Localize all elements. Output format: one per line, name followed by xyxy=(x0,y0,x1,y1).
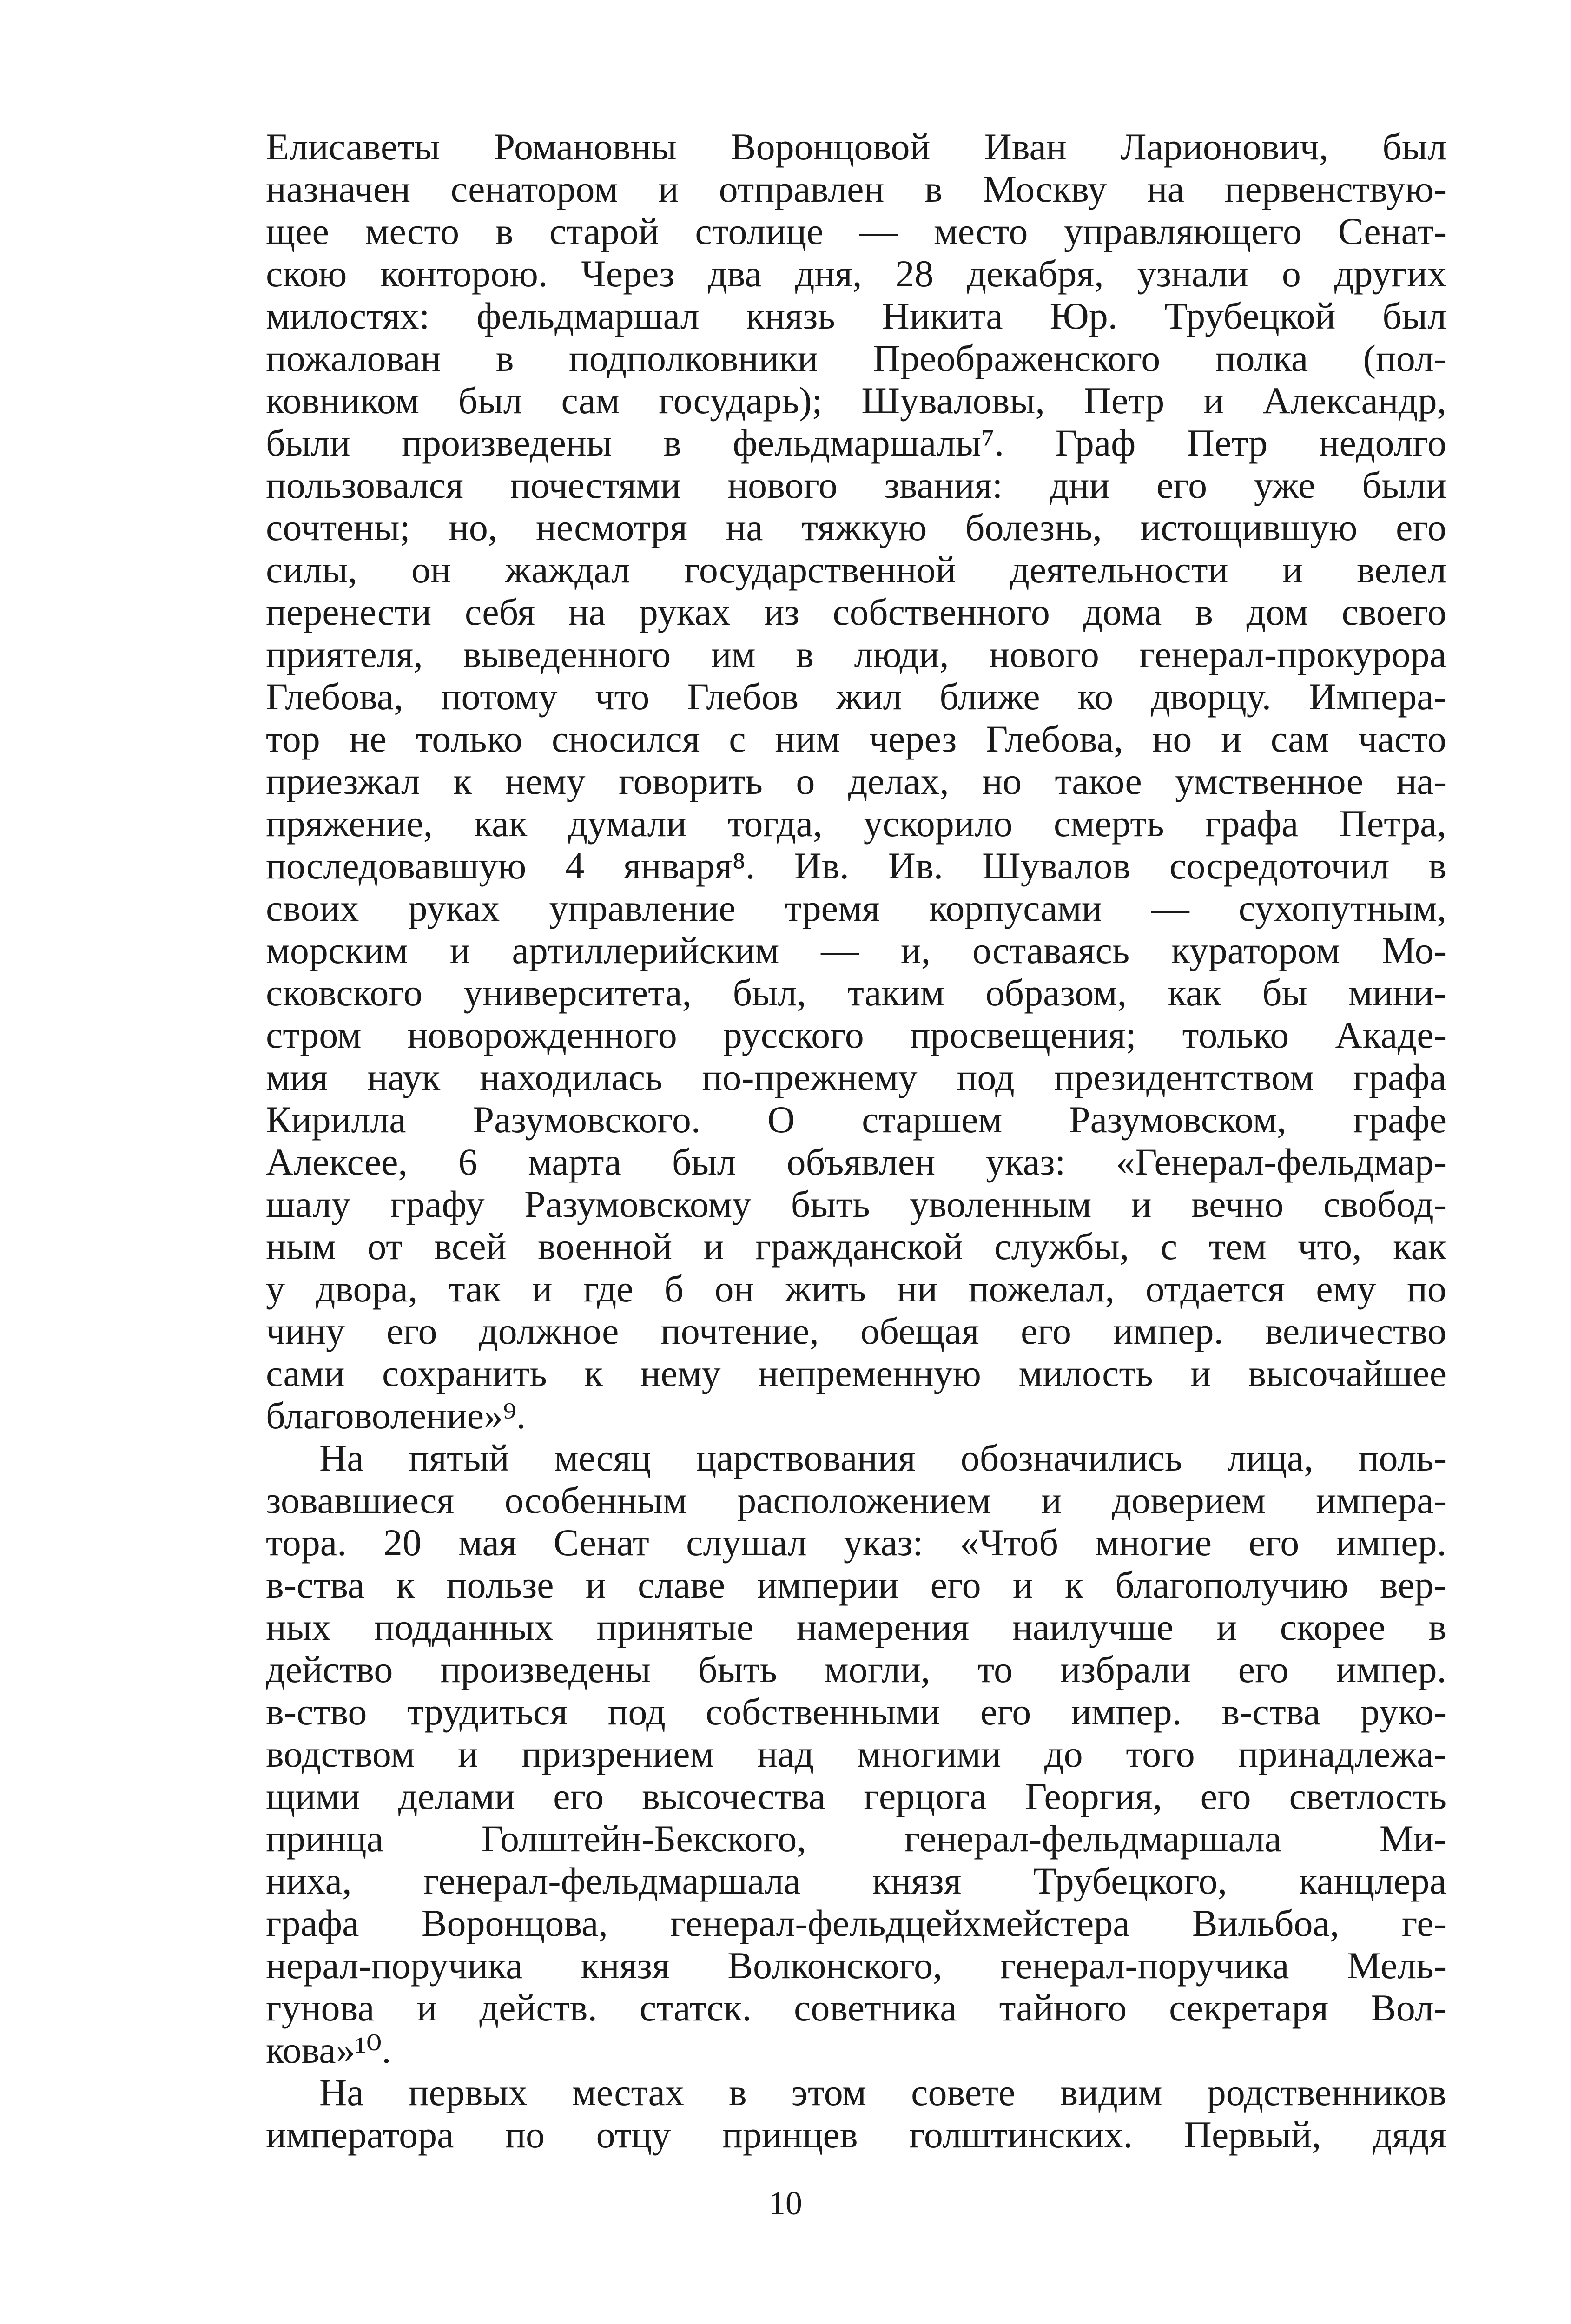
text-line: действо произведены быть могли, то избрали его импер. xyxy=(266,1648,1446,1690)
text-line: На первых местах в этом совете видим родственников xyxy=(319,2071,1446,2113)
text-line: кова»¹⁰. xyxy=(266,2029,391,2071)
text-line: водством и призрением над многими до того принадлежа- xyxy=(266,1733,1446,1775)
text-line: ным от всей военной и гражданской службы, с тем что, как xyxy=(266,1225,1446,1268)
text-line: мия наук находилась по-прежнему под президентством графа xyxy=(266,1056,1446,1098)
text-line: у двора, так и где б он жить ни пожелал, отдается ему по xyxy=(266,1268,1446,1310)
text-line: пользовался почестями нового звания: дни его уже были xyxy=(266,464,1446,506)
text-line: ковником был сам государь); Шуваловы, Петр и Александр, xyxy=(266,379,1446,422)
text-line: чину его должное почтение, обещая его импер. величество xyxy=(266,1310,1446,1352)
text-line: были произведены в фельдмаршалы⁷. Граф Петр недолго xyxy=(266,422,1446,464)
page-body xyxy=(266,125,1446,2156)
text-line: морским и артиллерийским — и, оставаясь куратором Мо- xyxy=(266,929,1446,971)
text-line: тор не только сносился с ним через Глебова, но и сам часто xyxy=(266,718,1446,760)
text-line: силы, он жаждал государственной деятельности и велел xyxy=(266,548,1446,591)
text-line: последовавшую 4 января⁸. Ив. Ив. Шувалов сосредоточил в xyxy=(266,845,1446,887)
text-line: сковского университета, был, таким образом, как бы мини- xyxy=(266,971,1446,1014)
paragraph-3 xyxy=(266,2071,1446,2156)
text-line: щее место в старой столице — место управляющего Сенат- xyxy=(266,210,1446,252)
text-line: в-ство трудиться под собственными его импер. в-ства руко- xyxy=(266,1690,1446,1733)
text-line: стром новорожденного русского просвещения; только Акаде- xyxy=(266,1014,1446,1056)
text-line: скою конторою. Через два дня, 28 декабря, узнали о других xyxy=(266,252,1446,295)
page-number: 10 xyxy=(769,2185,802,2222)
text-line: щими делами его высочества герцога Георгия, его светлость xyxy=(266,1775,1446,1817)
text-line: перенести себя на руках из собственного дома в дом своего xyxy=(266,591,1446,633)
text-line: зовавшиеся особенным расположением и доверием импера- xyxy=(266,1479,1446,1521)
text-line: сами сохранить к нему непременную милость и высочайшее xyxy=(266,1352,1446,1394)
text-line: благоволение»⁹. xyxy=(266,1394,526,1437)
text-line: ниха, генерал-фельдмаршала князя Трубецкого, канцлера xyxy=(266,1860,1446,1902)
text-line: На пятый месяц царствования обозначились лица, поль- xyxy=(319,1437,1446,1479)
text-line: императора по отцу принцев голштинских. Первый, дядя xyxy=(266,2113,1446,2156)
text-line: ных подданных принятые намерения наилучше и скорее в xyxy=(266,1606,1446,1648)
text-line: Елисаветы Романовны Воронцовой Иван Ларионович, был xyxy=(266,125,1446,168)
text-line: Кирилла Разумовского. О старшем Разумовском, графе xyxy=(266,1098,1446,1141)
text-line: шалу графу Разумовскому быть уволенным и вечно свобод- xyxy=(266,1183,1446,1225)
paragraph-2 xyxy=(266,1437,1446,2071)
text-line: в-ства к пользе и славе империи его и к благополучию вер- xyxy=(266,1564,1446,1606)
text-line: тора. 20 мая Сенат слушал указ: «Чтоб многие его импер. xyxy=(266,1521,1446,1564)
text-line: нерал-поручика князя Волконского, генерал-поручика Мель- xyxy=(266,1944,1446,1987)
text-line: милостях: фельдмаршал князь Никита Юр. Трубецкой был xyxy=(266,295,1446,337)
paragraph-1 xyxy=(266,125,1446,1437)
text-line: графа Воронцова, генерал-фельдцейхмейстера Вильбоа, ге- xyxy=(266,1902,1446,1944)
text-line: Алексее, 6 марта был объявлен указ: «Генерал-фельдмар- xyxy=(266,1141,1446,1183)
text-line: принца Голштейн-Бекского, генерал-фельдмаршала Ми- xyxy=(266,1817,1446,1860)
text-line: своих руках управление тремя корпусами — сухопутным, xyxy=(266,887,1446,929)
text-line: сочтены; но, несмотря на тяжкую болезнь, истощившую его xyxy=(266,506,1446,548)
text-line: приезжал к нему говорить о делах, но такое умственное на- xyxy=(266,760,1446,802)
text-line: гунова и действ. статск. советника тайного секретаря Вол- xyxy=(266,1987,1446,2029)
text-line: пожалован в подполковники Преображенского полка (пол- xyxy=(266,337,1446,379)
text-line: назначен сенатором и отправлен в Москву на первенствую- xyxy=(266,168,1446,210)
text-line: пряжение, как думали тогда, ускорило смерть графа Петра, xyxy=(266,802,1446,845)
text-line: Глебова, потому что Глебов жил ближе ко дворцу. Импера- xyxy=(266,675,1446,718)
text-line: приятеля, выведенного им в люди, нового генерал-прокурора xyxy=(266,633,1446,675)
